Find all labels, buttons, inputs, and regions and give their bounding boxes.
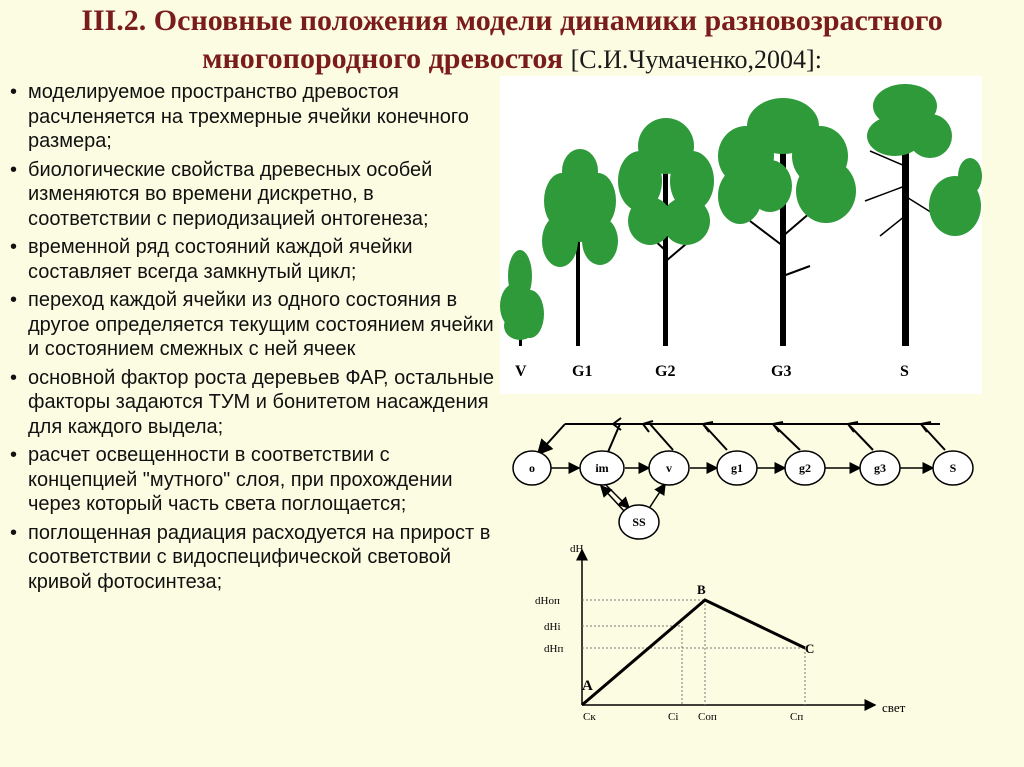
bullet-text: расчет освещенности в соответствии с концепцией "мутного" слоя, при прохождении через который часть света поглощается; — [28, 444, 453, 515]
bullet-dot: • — [10, 366, 18, 389]
bullet-dot: • — [10, 444, 18, 466]
x-axis-label: свет — [882, 700, 906, 715]
state-node-im: im — [595, 461, 609, 475]
light-curve-chart — [520, 540, 920, 730]
tree-g2 — [618, 118, 714, 346]
bullet-dot: • — [10, 158, 18, 181]
tree-label-g1: G1 — [572, 363, 593, 380]
y-tick-dHp: dHп — [544, 643, 564, 655]
bullet-dot: • — [10, 236, 18, 258]
tree-g3 — [718, 98, 856, 346]
bullet-list — [8, 80, 498, 598]
bullet-text: моделируемое пространство древостоя расчленяется на трехмерные ячейки конечного размера; — [28, 81, 469, 152]
state-node-o: o — [529, 461, 535, 475]
bullet-item — [8, 158, 498, 232]
point-c-label: C — [805, 641, 815, 656]
x-tick-cop: Cоп — [698, 711, 717, 723]
state-node-ss: SS — [632, 515, 646, 529]
state-node-v: v — [666, 461, 672, 475]
x-tick-ck: Cк — [583, 711, 596, 723]
bullet-text: основной фактор роста деревьев ФАР, остальные факторы задаются ТУМ и бонитетом насаждения для каждого выдела; — [28, 366, 494, 438]
tree-label-s: S — [900, 363, 909, 380]
tree-label-v: V — [515, 363, 527, 380]
tree-v — [500, 250, 544, 346]
bullet-dot: • — [10, 521, 18, 544]
title-line1: III.2. Основные положения модели динамики разновозрастного — [81, 4, 943, 37]
bullet-text: временной ряд состояний каждой ячейки составляет всегда замкнутый цикл; — [28, 236, 413, 283]
x-tick-cp: Cп — [790, 711, 804, 723]
tree-label-g3: G3 — [771, 363, 792, 380]
state-node-g2: g2 — [799, 461, 811, 475]
tree-stages-illustration — [500, 76, 982, 394]
bullet-item — [8, 288, 498, 362]
y-axis-label: dH — [570, 543, 584, 555]
tree-label-g2: G2 — [655, 363, 676, 380]
bullet-text: биологические свойства древесных особей изменяются во времени дискретно, в соответствии с периодизацией онтогенеза; — [28, 158, 433, 230]
tree-g1 — [542, 149, 618, 346]
state-transition-graph — [505, 412, 990, 542]
tree-s — [865, 84, 982, 346]
title-line2: многопородного древостоя — [202, 42, 564, 75]
x-tick-ci: Ci — [668, 711, 679, 723]
title-citation: [С.И.Чумаченко,2004]: — [570, 45, 822, 74]
bullet-item — [8, 80, 498, 154]
state-node-s: S — [949, 461, 957, 475]
bullet-dot: • — [10, 289, 18, 311]
bullet-item — [8, 443, 498, 517]
slide-title — [10, 2, 1014, 79]
bullet-text: поглощенная радиация расходуется на прирост в соответствии с видоспецифической световой кривой фотосинтеза; — [28, 521, 491, 593]
state-node-g3: g3 — [874, 461, 886, 475]
point-b-label: B — [697, 582, 706, 597]
point-a-label: A — [582, 678, 593, 694]
bullet-text: переход каждой ячейки из одного состояния в другое определяется текущим состоянием ячейки и состоянием смежных с ней ячеек — [28, 289, 494, 360]
y-tick-dHi: dHi — [544, 621, 561, 633]
bullet-dot: • — [10, 81, 18, 103]
bullet-item — [8, 235, 498, 284]
bullet-item — [8, 521, 498, 595]
y-tick-dHop: dHоп — [535, 595, 560, 607]
bullet-item — [8, 366, 498, 440]
state-node-g1: g1 — [731, 461, 743, 475]
